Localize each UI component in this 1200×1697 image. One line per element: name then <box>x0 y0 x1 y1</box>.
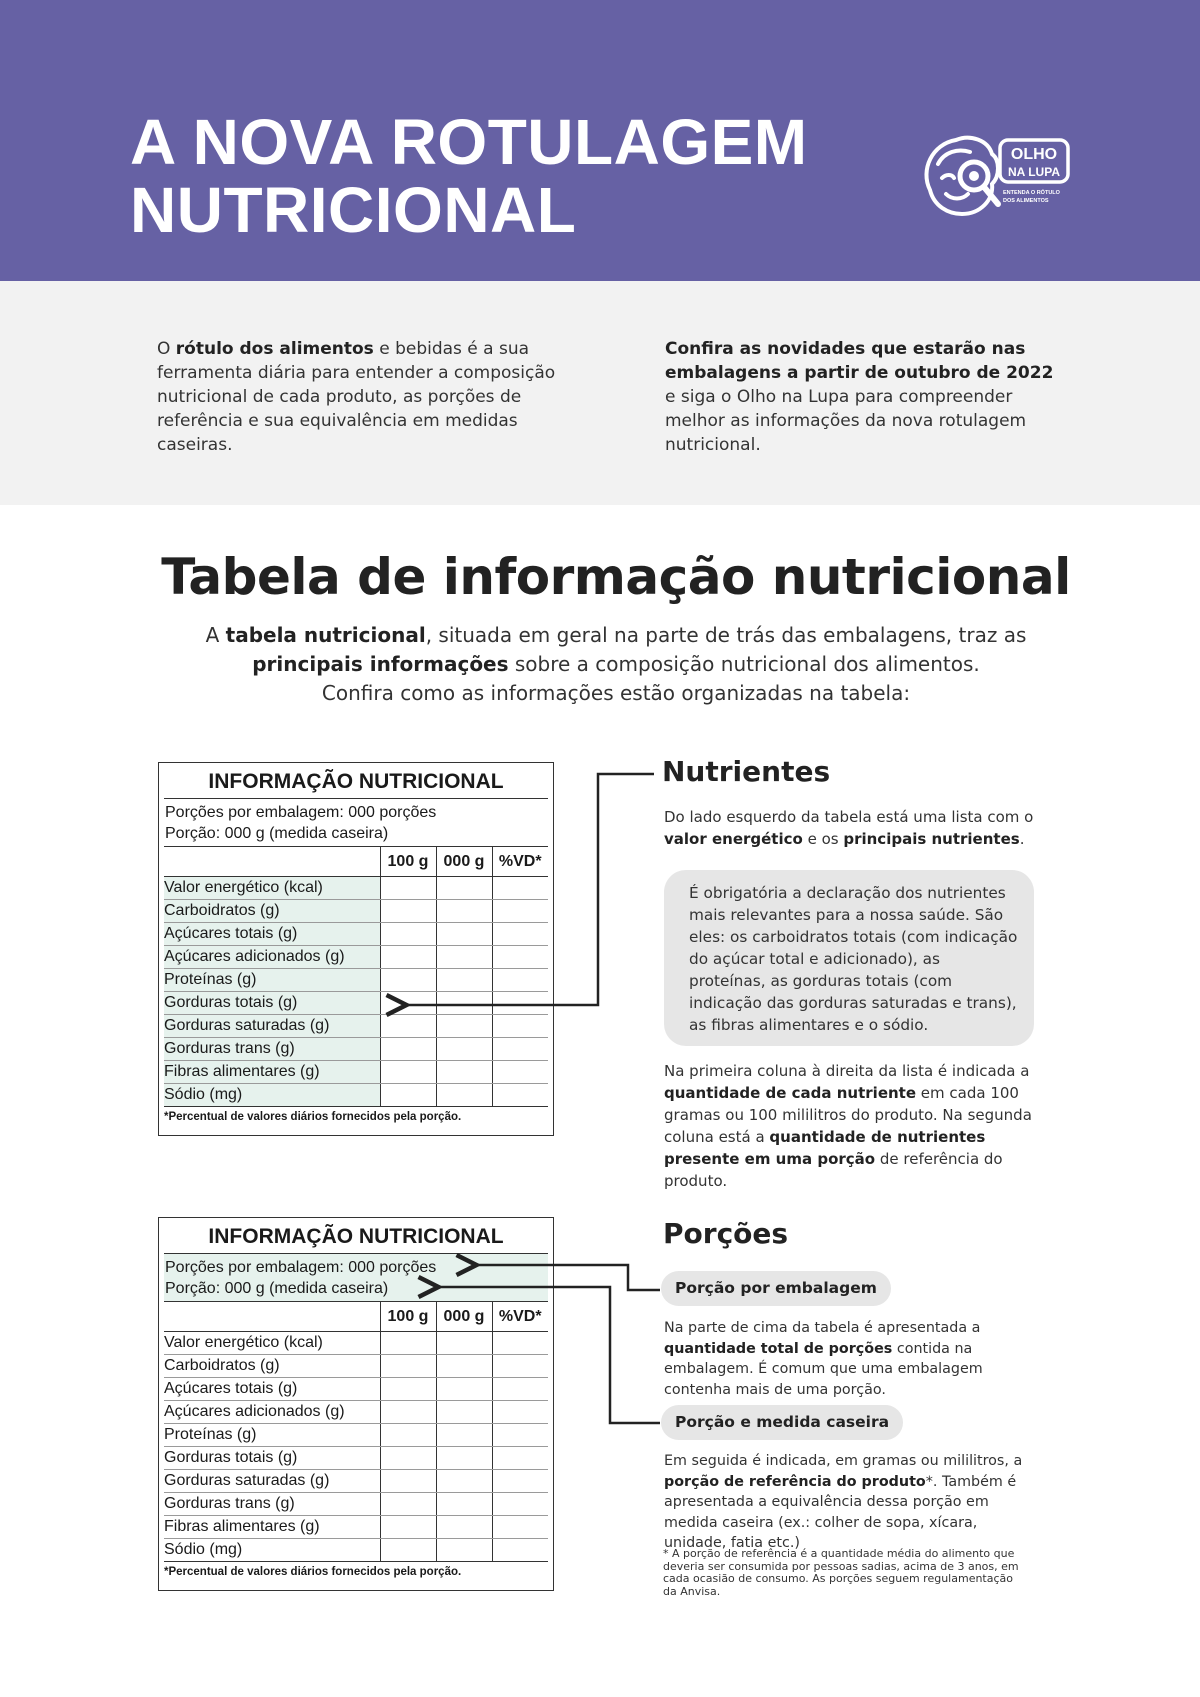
portions-per-pack: Porções por embalagem: 000 porções <box>165 804 437 821</box>
row-label: Sódio (mg) <box>164 1539 380 1562</box>
row-label: Proteínas (g) <box>164 969 380 992</box>
table-row <box>164 1424 548 1447</box>
table-row <box>164 1038 548 1061</box>
pill-porcao-embalagem: Porção por embalagem <box>661 1271 891 1306</box>
nutrientes-text-2: Na primeira coluna à direita da lista é indicada a quantidade de cada nutriente em cada 100 gramas ou 100 mililitros do produto. Na segunda coluna está a quantidade de nutrientes presente em uma porção de referência do produto. <box>664 1062 1032 1190</box>
row-label: Carboidratos (g) <box>164 900 380 923</box>
col-header-vd: %VD* <box>492 1302 548 1332</box>
row-label: Gorduras saturadas (g) <box>164 1015 380 1038</box>
porcoes-text-2: Em seguida é indicada, em gramas ou mililitros, a porção de referência do produto*. Também é apresentada a equivalência dessa porção em medida caseira (ex.: colher de sopa, xícara, unidade, fatia etc.) <box>664 1453 1023 1551</box>
intro-right-text: Confira as novidades que estarão nas embalagens a partir de outubro de 2022 e siga o Olho na Lupa para compreender melhor as informações da nova rotulagem nutricional. <box>665 339 1054 455</box>
col-header-vd: %VD* <box>492 847 548 877</box>
intro-left-text: O rótulo dos alimentos e bebidas é a sua ferramenta diária para entender a composição nutricional de cada produto, as porções de referência e sua equivalência em medidas caseiras. <box>157 339 556 455</box>
row-label: Açúcares adicionados (g) <box>164 946 380 969</box>
logo-tag-1: ENTENDA O RÓTULO <box>1003 190 1060 196</box>
table-row <box>164 969 548 992</box>
portions-per-pack: Porções por embalagem: 000 porções <box>165 1259 437 1276</box>
porcoes-heading: Porções <box>663 1217 789 1250</box>
row-label: Proteínas (g) <box>164 1424 380 1447</box>
table-row <box>164 923 548 946</box>
table-row <box>164 1084 548 1107</box>
table-footnote: *Percentual de valores diários fornecidos pela porção. <box>164 1566 462 1578</box>
nutrientes-callout: É obrigatória a declaração dos nutrientes mais relevantes para a nossa saúde. São eles: os carboidratos totais (com indicação do açúcar total e adicionado), as proteínas, as gorduras totais (com indicação das gorduras saturadas e trans), as fibras alimentares e o sódio. <box>664 870 1034 1046</box>
table-row <box>164 877 548 900</box>
page-title-line-1: A NOVA ROTULAGEM <box>130 106 808 178</box>
logo-text-1: OLHO <box>1010 146 1058 163</box>
porcoes-text-1: Na parte de cima da tabela é apresentada a quantidade total de porções contida na embalagem. É comum que uma embalagem contenha mais de uma porção. <box>664 1320 983 1398</box>
table-row <box>164 1378 548 1401</box>
table-row <box>164 1447 548 1470</box>
table-row <box>164 1539 548 1562</box>
table-row <box>164 1061 548 1084</box>
nutrientes-text-1: Do lado esquerdo da tabela está uma lista com o valor energético e os principais nutrientes. <box>664 808 1034 848</box>
page-title <box>130 108 808 244</box>
nutrient-grid <box>164 846 548 1107</box>
portion-size: Porção: 000 g (medida caseira) <box>165 1280 389 1297</box>
header-blank <box>164 847 380 877</box>
nutrition-table-portions <box>158 1217 554 1591</box>
table-row <box>164 1493 548 1516</box>
row-label: Valor energético (kcal) <box>164 1332 380 1355</box>
table-row <box>164 900 548 923</box>
section-title: Tabela de informação nutricional <box>161 548 1071 606</box>
row-label: Açúcares totais (g) <box>164 1378 380 1401</box>
row-label: Gorduras trans (g) <box>164 1038 380 1061</box>
logo-text-2: NA LUPA <box>1008 165 1060 179</box>
row-label: Valor energético (kcal) <box>164 877 380 900</box>
row-label: Açúcares adicionados (g) <box>164 1401 380 1424</box>
row-label: Carboidratos (g) <box>164 1355 380 1378</box>
table-footnote: *Percentual de valores diários fornecidos pela porção. <box>164 1111 462 1123</box>
row-label: Açúcares totais (g) <box>164 923 380 946</box>
porcoes-footnote: * A porção de referência é a quantidade média do alimento que deveria ser consumida por pessoas sadias, acima de 3 anos, em cada ocasião de consumo. As porções seguem regulamentação da Anvisa. <box>663 1547 1019 1598</box>
col-header-100g: 100 g <box>380 1302 436 1332</box>
table-row <box>164 1516 548 1539</box>
header-banner <box>0 0 1200 281</box>
section-description: A tabela nutricional, situada em geral na parte de trás das embalagens, traz as principais informações sobre a composição nutricional dos alimentos. Confira como as informações estão organizadas na tabela: <box>205 623 1027 705</box>
row-label: Fibras alimentares (g) <box>164 1061 380 1084</box>
nutrientes-heading: Nutrientes <box>662 755 831 788</box>
col-header-portion: 000 g <box>436 1302 492 1332</box>
header-blank <box>164 1302 380 1332</box>
row-label: Gorduras totais (g) <box>164 992 380 1015</box>
row-label: Sódio (mg) <box>164 1084 380 1107</box>
table-row <box>164 1015 548 1038</box>
table-title: INFORMAÇÃO NUTRICIONAL <box>208 770 504 793</box>
col-header-100g: 100 g <box>380 847 436 877</box>
table-row <box>164 1332 548 1355</box>
portion-size: Porção: 000 g (medida caseira) <box>165 825 389 842</box>
nutrition-table-nutrients <box>158 762 554 1136</box>
row-label: Fibras alimentares (g) <box>164 1516 380 1539</box>
nutrient-grid <box>164 1301 548 1562</box>
col-header-portion: 000 g <box>436 847 492 877</box>
table-portions <box>164 798 548 846</box>
row-label: Gorduras saturadas (g) <box>164 1470 380 1493</box>
table-row <box>164 946 548 969</box>
logo-tag-2: DOS ALIMENTOS <box>1003 198 1049 204</box>
table-portions <box>164 1253 548 1301</box>
table-row <box>164 1401 548 1424</box>
row-label: Gorduras totais (g) <box>164 1447 380 1470</box>
table-row <box>164 1355 548 1378</box>
table-row <box>164 1470 548 1493</box>
page-title-line-2: NUTRICIONAL <box>130 174 577 246</box>
magnifier-face-icon <box>918 130 1078 230</box>
intro-band <box>0 281 1200 505</box>
row-label: Gorduras trans (g) <box>164 1493 380 1516</box>
pill-porcao-medida: Porção e medida caseira <box>661 1405 903 1440</box>
table-row <box>164 992 548 1015</box>
table-title: INFORMAÇÃO NUTRICIONAL <box>208 1225 504 1248</box>
